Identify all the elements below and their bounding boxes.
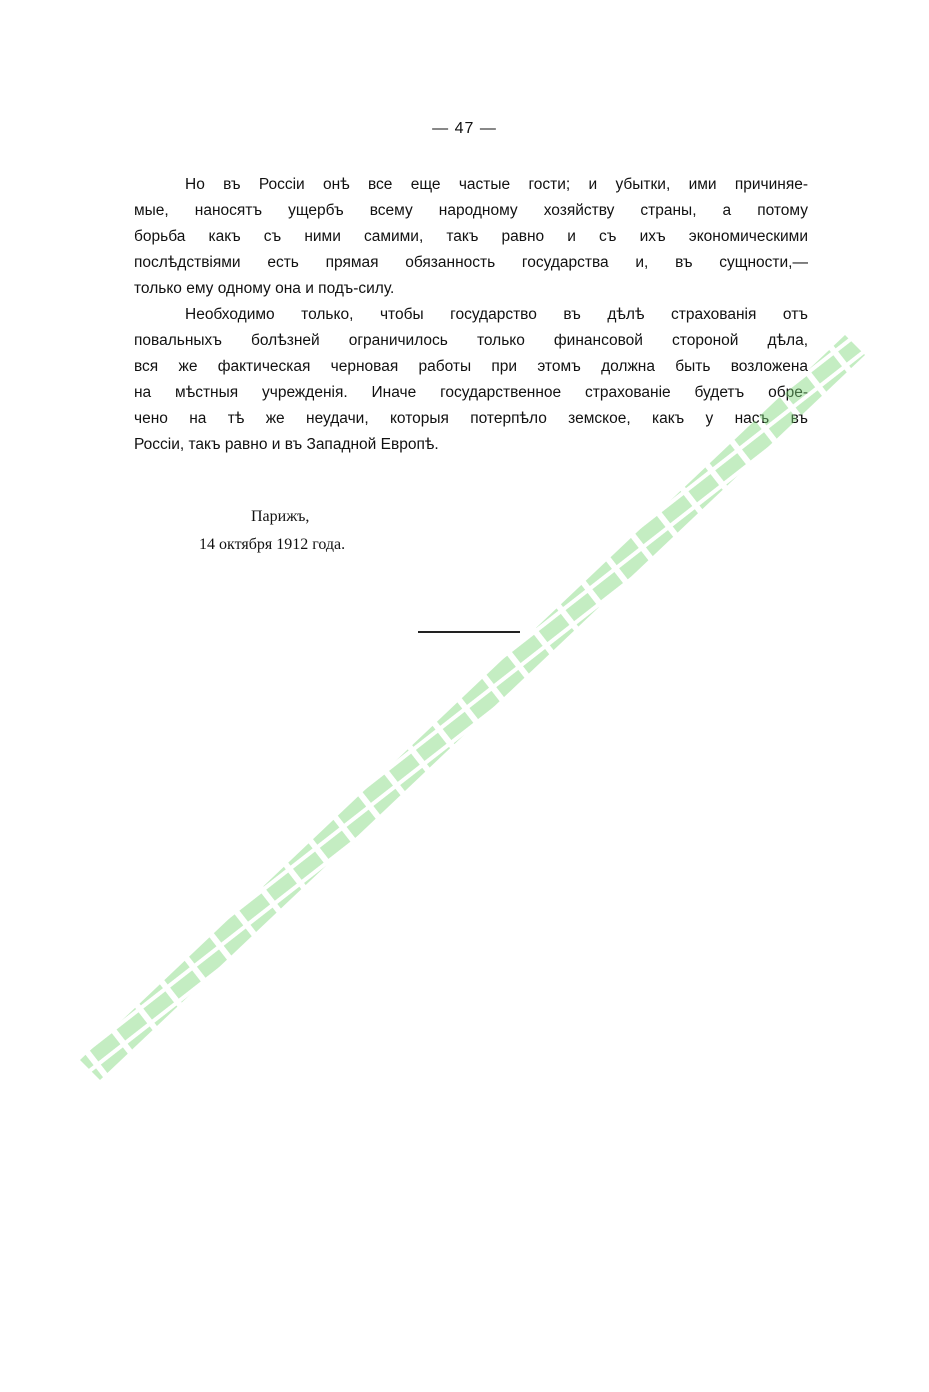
- body-text: [134, 172, 808, 458]
- text-line: мые, наносятъ ущербъ всему народному хозяйству страны, а потому: [134, 202, 808, 219]
- text-line: Необходимо только, чтобы государство въ дѣлѣ страхованія отъ: [185, 306, 808, 323]
- text-line: только ему одному она и подъ-силу.: [134, 280, 395, 297]
- text-line: Россіи, такъ равно и въ Западной Европѣ.: [134, 436, 439, 453]
- text-line: послѣдствіями есть прямая обязанность государства и, въ сущности,—: [134, 254, 808, 271]
- text-line: Но въ Россіи онѣ все еще частые гости; и убытки, ими причиняе-: [185, 176, 808, 193]
- text-line: повальныхъ болѣзней ограничилось только финансовой стороной дѣла,: [134, 332, 808, 349]
- paragraph-2: [134, 302, 808, 458]
- end-rule: [418, 631, 520, 633]
- signature-date: 14 октября 1912 года.: [199, 536, 346, 553]
- text-line: на мѣстныя учрежденія. Иначе государственное страхованіе будетъ обре-: [134, 384, 808, 401]
- text-line: вся же фактическая черновая работы при этомъ должна быть возложена: [134, 358, 808, 375]
- text-line: борьба какъ съ ними самими, такъ равно и съ ихъ экономическими: [134, 228, 808, 245]
- text-line: чено на тѣ же неудачи, которыя потерпѣло земское, какъ у насъ въ: [134, 410, 808, 427]
- signature-place: Парижъ,: [251, 508, 310, 525]
- page-number: — 47 —: [432, 120, 497, 137]
- paragraph-1: [134, 172, 808, 302]
